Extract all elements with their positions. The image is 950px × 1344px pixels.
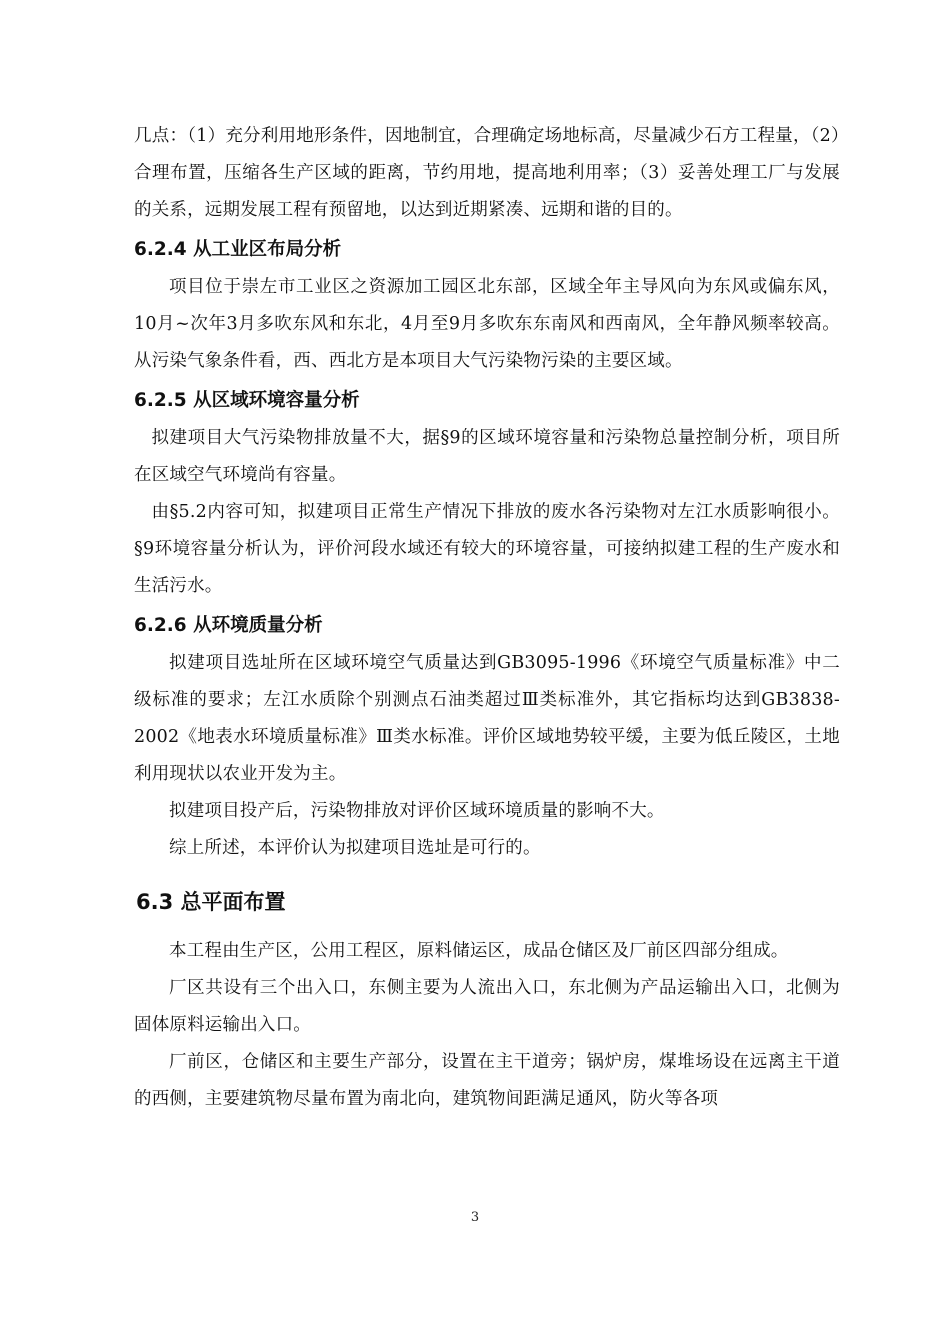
paragraph-impact: 拟建项目投产后，污染物排放对评价区域环境质量的影响不大。 [169,801,665,821]
page-body [134,118,840,1118]
paragraph-environment-quality: 拟建项目选址所在区域环境空气质量达到GB3095-1996《环境空气质量标准》中二级标准的要求；左江水质除个别测点石油类超过Ⅲ类标准外，其它指标均达到GB3838-2002《地表水环境质量标准》Ⅲ类水标准。评价区域地势较平缓，主要为低丘陵区，土地利用现状以农业开发为主。 [134,653,840,784]
section-heading-6-2-4: 6.2.4 从工业区布局分析 [134,239,342,260]
paragraph-continued: 几点：（1）充分利用地形条件，因地制宜，合理确定场地标高，尽量减少石方工程量，（2）合理布置，压缩各生产区域的距离，节约用地，提高地利用率；（3）妥善处理工厂与发展的关系，远期发展工程有预留地，以达到近期紧凑、远期和谐的目的。 [134,126,840,220]
section-heading-6-2-6: 6.2.6 从环境质量分析 [134,615,323,636]
paragraph-plant-composition: 本工程由生产区，公用工程区，原料储运区，成品仓储区及厂前区四部分组成。 [169,941,789,961]
paragraph-industrial-layout: 项目位于崇左市工业区之资源加工园区北东部，区域全年主导风向为东风或偏东风，10月~次年3月多吹东风和东北，4月至9月多吹东东南风和西南风，全年静风频率较高。从污染气象条件看，西、西北方是本项目大气污染物污染的主要区域。 [134,277,840,371]
paragraph-building-layout: 厂前区，仓储区和主要生产部分，设置在主干道旁；锅炉房，煤堆场设在远离主干道的西侧，主要建筑物尽量布置为南北向，建筑物间距满足通风，防火等各项 [134,1052,840,1109]
section-heading-6-2-5: 6.2.5 从区域环境容量分析 [134,390,360,411]
paragraph-conclusion: 综上所述，本评价认为拟建项目选址是可行的。 [169,838,541,858]
paragraph-water-capacity: 由§5.2内容可知，拟建项目正常生产情况下排放的废水各污染物对左江水质影响很小。§9环境容量分析认为，评价河段水域还有较大的环境容量，可接纳拟建工程的生产废水和生活污水。 [134,502,840,596]
page-number: 3 [470,1210,480,1225]
paragraph-air-capacity: 拟建项目大气污染物排放量不大，据§9的区域环境容量和污染物总量控制分析，项目所在区域空气环境尚有容量。 [134,428,840,485]
paragraph-entrances: 厂区共设有三个出入口，东侧主要为人流出入口，东北侧为产品运输出入口，北侧为固体原料运输出入口。 [134,978,840,1035]
section-heading-6-3: 6.3 总平面布置 [136,890,286,914]
